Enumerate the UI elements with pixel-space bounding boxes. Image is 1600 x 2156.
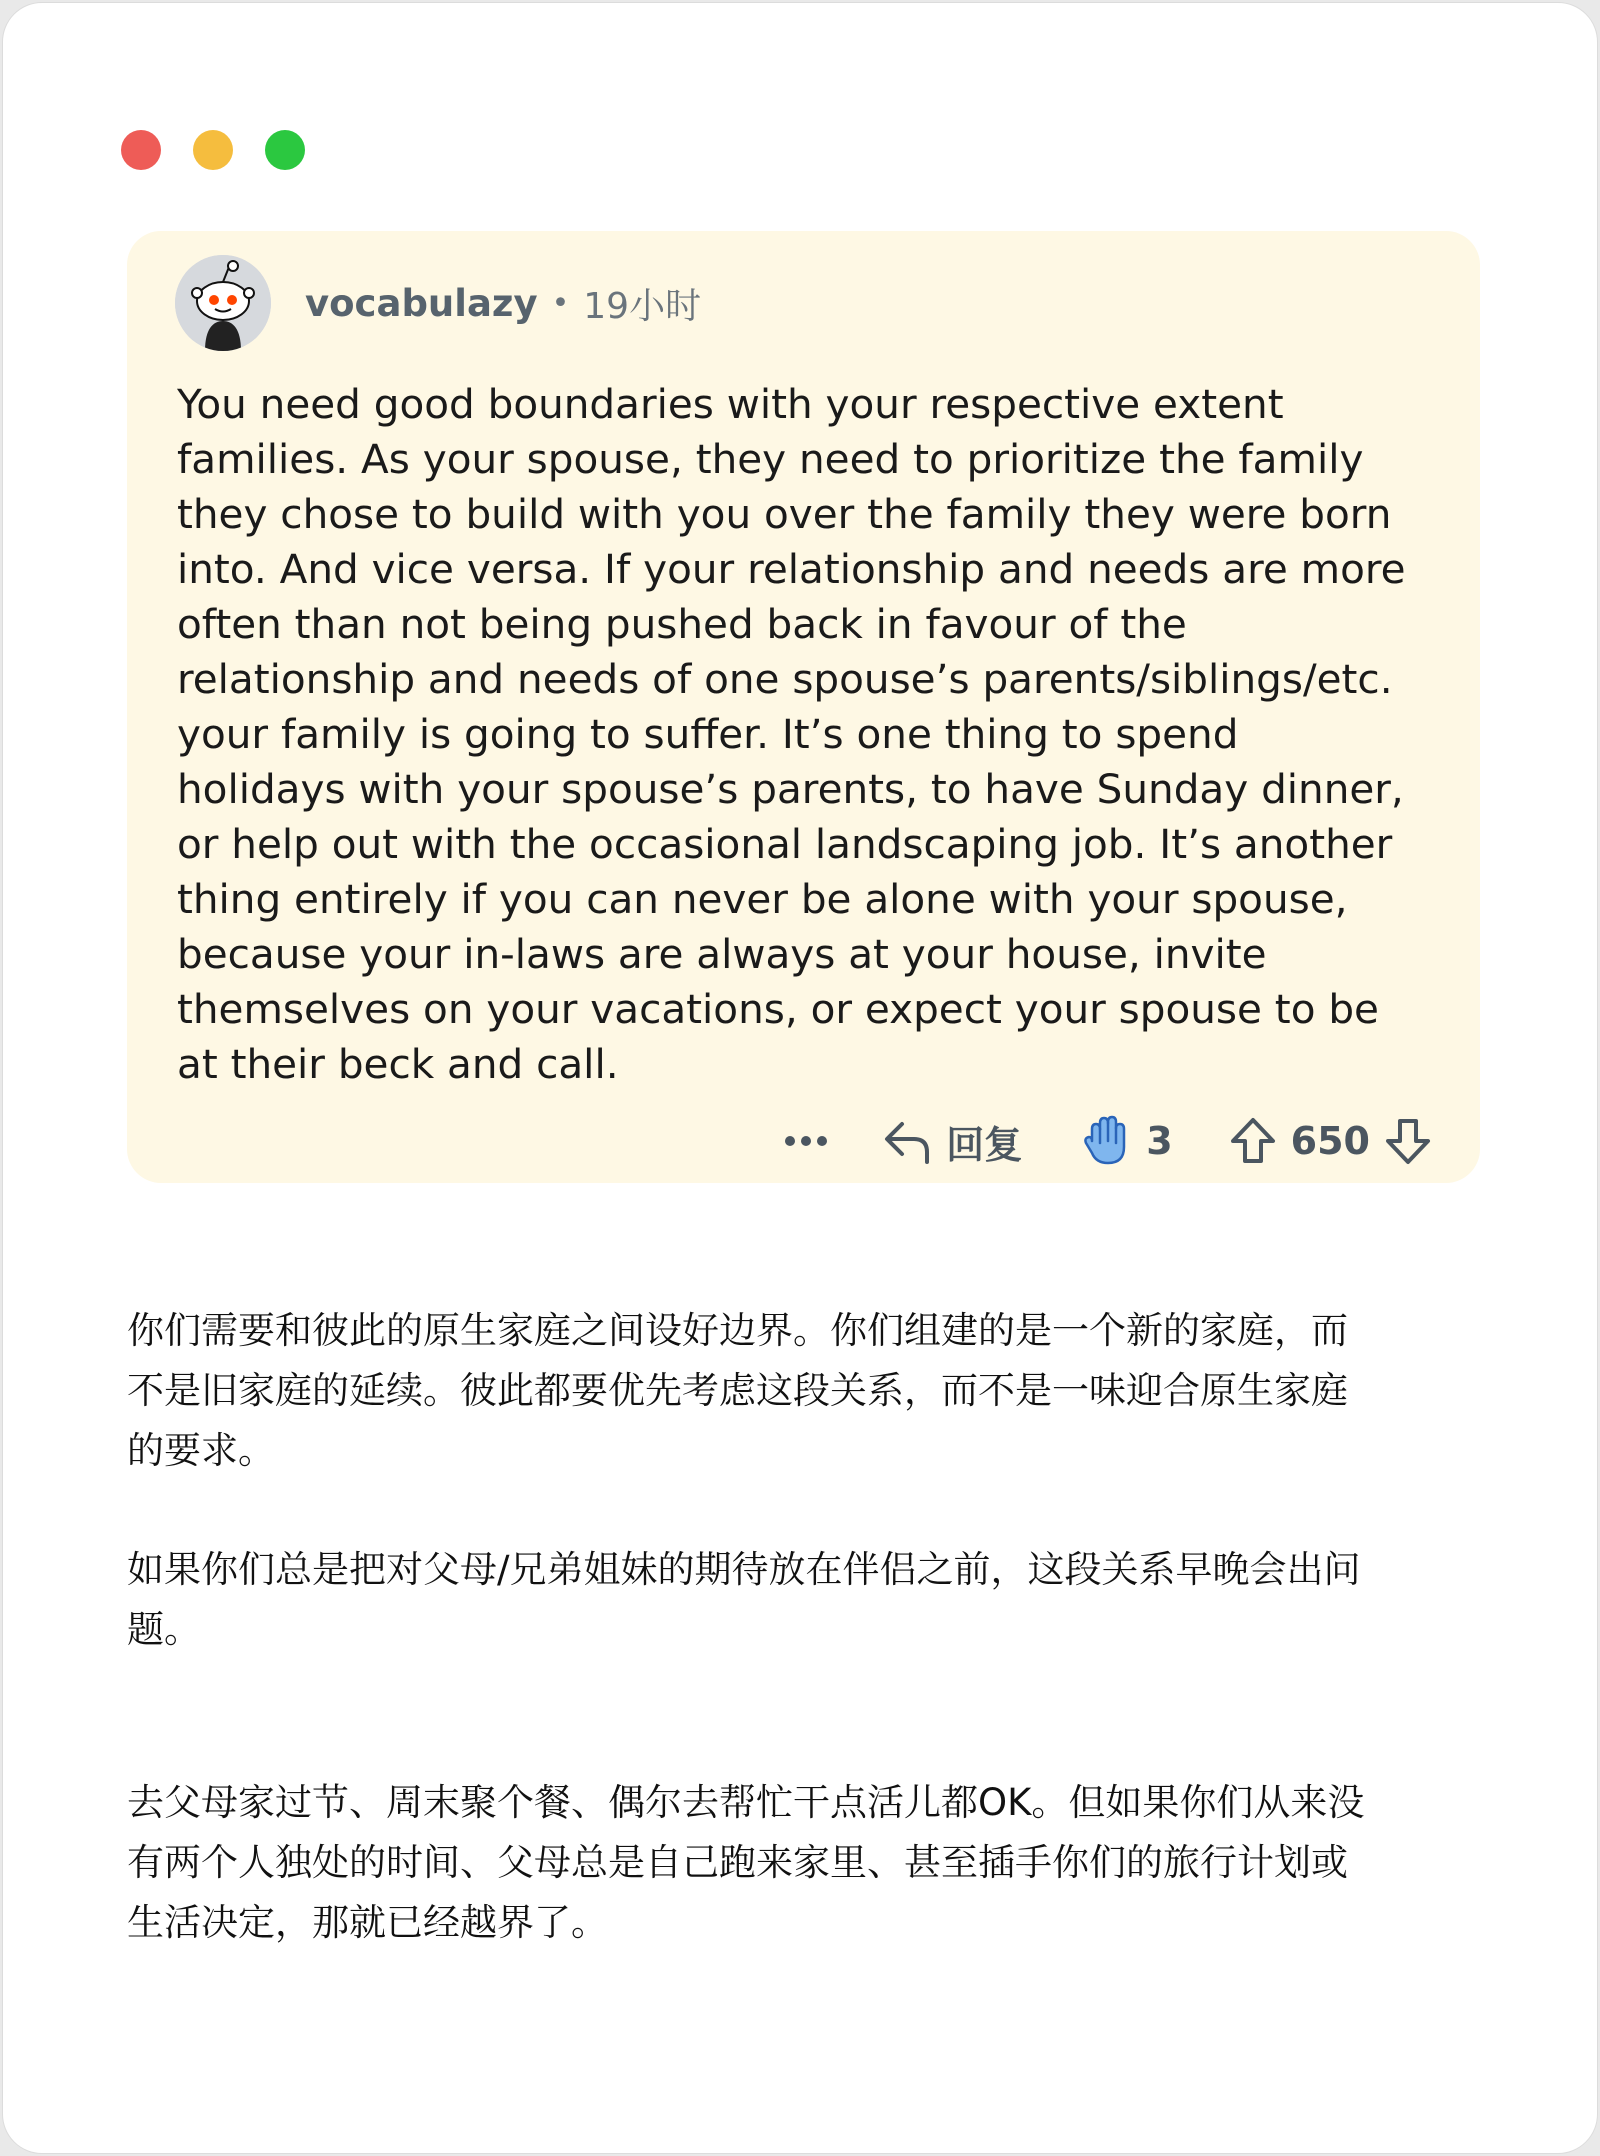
comment-actions bbox=[784, 1111, 1432, 1171]
award-button[interactable] bbox=[1080, 1115, 1172, 1167]
reply-button[interactable] bbox=[882, 1114, 1022, 1169]
comment-line: or help out with the occasional landscaping job. It’s another bbox=[177, 820, 1393, 868]
vote-score: 650 bbox=[1290, 1119, 1370, 1163]
comment-line: they chose to build with you over the family they were born bbox=[177, 490, 1392, 538]
comment-line: often than not being pushed back in favour of the bbox=[177, 600, 1187, 648]
comment-line: holidays with your spouse’s parents, to have Sunday dinner, bbox=[177, 765, 1404, 813]
translation-line: 去父母家过节、周末聚个餐、偶尔去帮忙干点活儿都OK。但如果你们从来没 bbox=[127, 1781, 1365, 1824]
translation-paragraph bbox=[127, 1773, 1497, 1953]
translation-paragraph bbox=[127, 1540, 1497, 1660]
comment-line: thing entirely if you can never be alone with your spouse, bbox=[177, 875, 1348, 923]
comment-line: relationship and needs of one spouse’s parents/siblings/etc. bbox=[177, 655, 1393, 703]
translation-line: 的要求。 bbox=[127, 1429, 275, 1472]
comment-line: because your in-laws are always at your house, invite bbox=[177, 930, 1267, 978]
translation-line: 题。 bbox=[127, 1608, 201, 1651]
author-name[interactable]: vocabulazy bbox=[305, 281, 538, 325]
reply-label: 回复 bbox=[946, 1122, 1023, 1167]
translation-line: 不是旧家庭的延续。彼此都要优先考虑这段关系，而不是一味迎合原生家庭 bbox=[127, 1369, 1348, 1412]
minimize-dot[interactable] bbox=[193, 130, 233, 170]
clapping-hands-award-icon bbox=[1080, 1115, 1132, 1167]
comment-header bbox=[175, 255, 701, 351]
snoo-avatar-icon bbox=[175, 255, 271, 351]
comment-line: families. As your spouse, they need to prioritize the family bbox=[177, 435, 1364, 483]
award-count: 3 bbox=[1146, 1119, 1173, 1163]
window bbox=[2, 2, 1598, 2154]
upvote-arrow-icon[interactable] bbox=[1229, 1116, 1277, 1166]
vote-controls bbox=[1229, 1116, 1432, 1166]
comment-line: your family is going to suffer. It’s one thing to spend bbox=[177, 710, 1239, 758]
comment-line: You need good boundaries with your respective extent bbox=[177, 380, 1284, 428]
more-button[interactable] bbox=[784, 1135, 828, 1147]
comment-line: into. And vice versa. If your relationship and needs are more bbox=[177, 545, 1406, 593]
comment-line: at their beck and call. bbox=[177, 1040, 619, 1088]
reply-arrow-icon bbox=[882, 1118, 932, 1164]
downvote-arrow-icon[interactable] bbox=[1384, 1116, 1432, 1166]
translation-line: 如果你们总是把对父母/兄弟姐妹的期待放在伴侣之前，这段关系早晚会出问 bbox=[127, 1548, 1361, 1591]
avatar[interactable] bbox=[175, 255, 271, 351]
more-dots-icon bbox=[784, 1135, 828, 1147]
meta-separator: • bbox=[551, 285, 570, 321]
close-dot[interactable] bbox=[121, 130, 161, 170]
translation-paragraph bbox=[127, 1301, 1497, 1481]
traffic-lights bbox=[121, 130, 305, 170]
maximize-dot[interactable] bbox=[265, 130, 305, 170]
timestamp: 19小时 bbox=[583, 285, 702, 327]
comment-body bbox=[177, 377, 1467, 1092]
translation-line: 有两个人独处的时间、父母总是自己跑来家里、甚至插手你们的旅行计划或 bbox=[127, 1841, 1348, 1884]
comment-card bbox=[127, 231, 1480, 1183]
comment-line: themselves on your vacations, or expect your spouse to be bbox=[177, 985, 1379, 1033]
translation-line: 你们需要和彼此的原生家庭之间设好边界。你们组建的是一个新的家庭，而 bbox=[127, 1309, 1348, 1352]
translation-line: 生活决定，那就已经越界了。 bbox=[127, 1901, 608, 1944]
